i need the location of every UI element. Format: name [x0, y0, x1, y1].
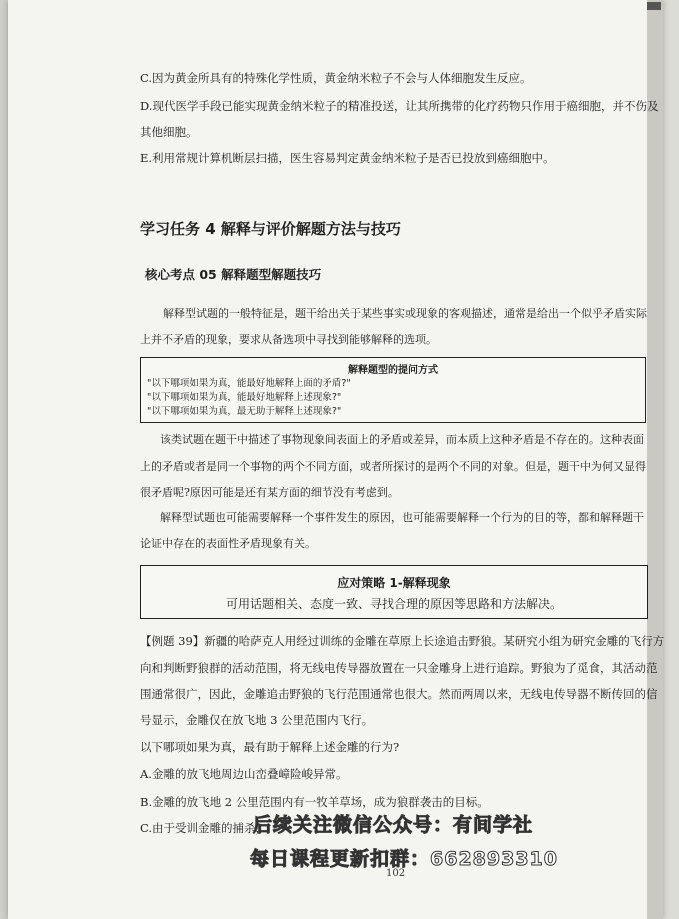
- question-style-3: "以下哪项如果为真，最无助于解释上述现象?": [147, 406, 342, 417]
- option-c-prev: C.因为黄金所具有的特殊化学性质，黄金纳米粒子不会与人体细胞发生反应。: [140, 71, 532, 85]
- scan-right-edge: [647, 0, 663, 919]
- scan-corner-mark: [647, 2, 661, 10]
- example-option-a: A.金雕的放飞地周边山峦叠嶂险峻异常。: [140, 767, 348, 781]
- example-line-4: 号显示，金雕仅在放飞地 3 公里范围内飞行。: [140, 713, 374, 727]
- option-d-prev-line1: D.现代医学手段已能实现黄金纳米粒子的精准投送，让其所携带的化疗药物只作用于癌细胞，并不伤及: [140, 99, 659, 113]
- question-style-box: [140, 357, 646, 423]
- para3-line-1: 解释型试题也可能需要解释一个事件发生的原因，也可能需要解释一个行为的目的等，都和解释题干: [160, 511, 644, 524]
- para2-line-3: 很矛盾呢?原因可能是还有某方面的细节没有考虑到。: [140, 486, 399, 499]
- page-number: 102: [386, 868, 406, 879]
- intro-line-2: 上并不矛盾的现象，要求从备选项中寻找到能够解释的选项。: [140, 333, 437, 346]
- example-line-2: 向和判断野狼群的活动范围，将无线电传导器放置在一只金雕身上进行追踪。野狼为了觅食，其活动范: [140, 661, 658, 675]
- example-line-1: 【例题 39】新疆的哈萨克人用经过训练的金雕在草原上长途追击野狼。某研究小组为研究金雕的飞行方: [140, 634, 665, 648]
- example-option-b: B.金雕的放飞地 2 公里范围内有一牧羊草场，成为狼群袭击的目标。: [140, 795, 489, 809]
- strategy-body: 可用话题相关、态度一致、寻找合理的原因等思路和方法解决。: [225, 597, 562, 611]
- watermark-line-1: 后续关注微信公众号：有间学社: [253, 814, 534, 836]
- para3-line-2: 论证中存在的表面性矛盾现象有关。: [140, 537, 316, 550]
- intro-line-1: 解释型试题的一般特征是，题干给出关于某些事实或现象的客观描述，通常是给出一个似乎矛盾实际: [163, 307, 647, 320]
- scan-left-edge: [0, 0, 8, 919]
- watermark-line-2: 每日课程更新扣群：662893310: [250, 848, 558, 870]
- example-question: 以下哪项如果为真，最有助于解释上述金雕的行为?: [140, 740, 400, 754]
- strategy-title: 应对策略 1-解释现象: [337, 576, 451, 590]
- subsection-title: 核心考点 05 解释题型解题技巧: [145, 267, 322, 282]
- para2-line-1: 该类试题在题干中描述了事物现象间表面上的矛盾或差异，而本质上这种矛盾是不存在的。这种表面: [160, 433, 644, 446]
- question-style-2: "以下哪项如果为真，能最好地解释上述现象?": [147, 392, 342, 403]
- strategy-box: [140, 565, 648, 619]
- example-option-c: C.由于受训金雕的捕杀，: [140, 821, 268, 835]
- question-style-title: 解释题型的提问方式: [348, 365, 438, 376]
- option-e-prev: E.利用常规计算机断层扫描，医生容易判定黄金纳米粒子是否已投放到癌细胞中。: [140, 151, 555, 165]
- question-style-1: "以下哪项如果为真，能最好地解释上面的矛盾?": [147, 378, 351, 389]
- para2-line-2: 上的矛盾或者是同一个事物的两个不同方面，或者所探讨的是两个不同的对象。但是，题干中为何又显得: [140, 460, 646, 473]
- option-d-prev-line2: 其他细胞。: [140, 125, 198, 139]
- section-title: 学习任务 4 解释与评价解题方法与技巧: [140, 220, 401, 238]
- example-line-3: 围通常很广，因此，金雕追击野狼的飞行范围通常也很大。然而两周以来，无线电传导器不断传回的信: [140, 687, 658, 701]
